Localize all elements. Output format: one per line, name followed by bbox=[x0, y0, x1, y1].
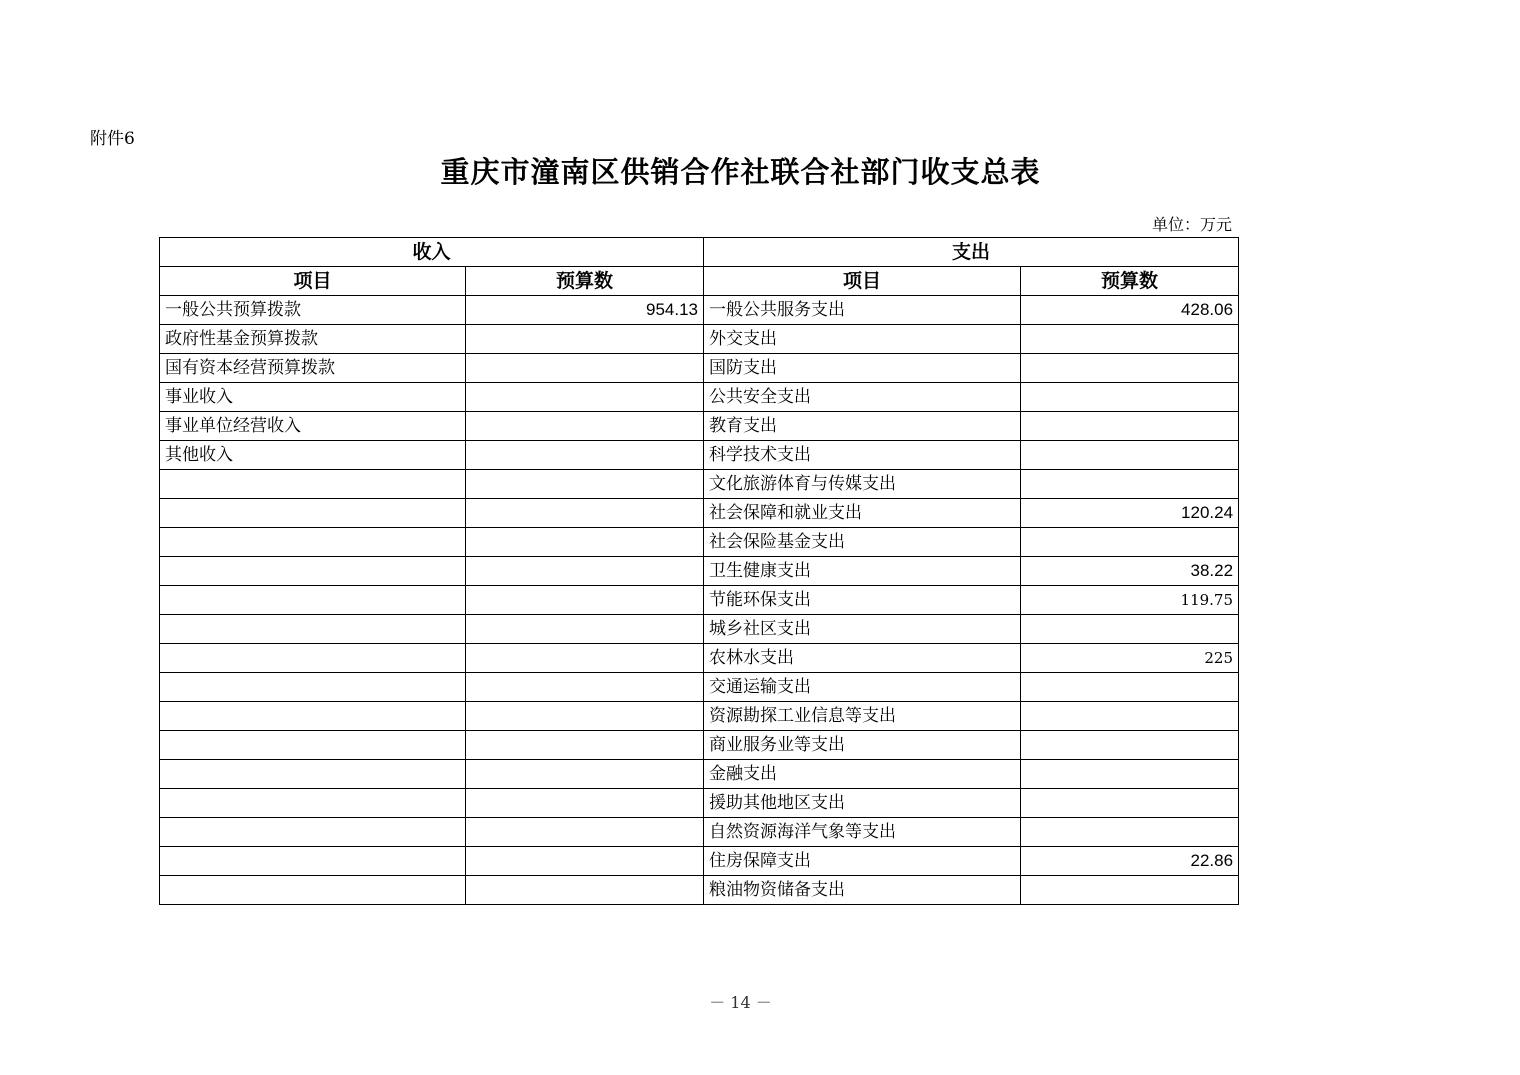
income-value-cell bbox=[466, 325, 704, 354]
expense-item-cell: 金融支出 bbox=[704, 760, 1021, 789]
table-row bbox=[160, 441, 1239, 470]
income-value-cell bbox=[466, 354, 704, 383]
table-row bbox=[160, 876, 1239, 905]
income-value-cell bbox=[466, 383, 704, 412]
table-row bbox=[160, 760, 1239, 789]
income-item-col-header: 项目 bbox=[160, 267, 466, 296]
section-header-row bbox=[160, 238, 1239, 267]
table-row bbox=[160, 412, 1239, 441]
table-row bbox=[160, 354, 1239, 383]
expense-value-cell: 22.86 bbox=[1021, 847, 1239, 876]
income-item-cell bbox=[160, 615, 466, 644]
income-value-cell bbox=[466, 528, 704, 557]
attachment-label: 附件6 bbox=[90, 129, 135, 149]
expense-item-cell: 文化旅游体育与传媒支出 bbox=[704, 470, 1021, 499]
expense-budget-col-header: 预算数 bbox=[1021, 267, 1239, 296]
table-row bbox=[160, 586, 1239, 615]
expense-value-cell bbox=[1021, 441, 1239, 470]
expense-value-cell bbox=[1021, 818, 1239, 847]
table-row bbox=[160, 818, 1239, 847]
income-item-cell bbox=[160, 760, 466, 789]
table-row bbox=[160, 470, 1239, 499]
income-value-cell bbox=[466, 760, 704, 789]
expense-item-cell: 资源勘探工业信息等支出 bbox=[704, 702, 1021, 731]
income-item-cell: 政府性基金预算拨款 bbox=[160, 325, 466, 354]
table-row bbox=[160, 731, 1239, 760]
expense-item-cell: 外交支出 bbox=[704, 325, 1021, 354]
column-header-row bbox=[160, 267, 1239, 296]
expense-item-cell: 交通运输支出 bbox=[704, 673, 1021, 702]
income-item-cell bbox=[160, 818, 466, 847]
income-item-cell: 国有资本经营预算拨款 bbox=[160, 354, 466, 383]
table-row bbox=[160, 528, 1239, 557]
expense-value-cell bbox=[1021, 731, 1239, 760]
income-value-cell bbox=[466, 644, 704, 673]
expense-item-cell: 自然资源海洋气象等支出 bbox=[704, 818, 1021, 847]
income-value-cell bbox=[466, 470, 704, 499]
income-value-cell bbox=[466, 499, 704, 528]
income-budget-col-header: 预算数 bbox=[466, 267, 704, 296]
income-item-cell bbox=[160, 470, 466, 499]
table-body bbox=[160, 296, 1239, 905]
income-item-cell bbox=[160, 731, 466, 760]
page-number: － 14 － bbox=[709, 993, 772, 1012]
income-item-cell bbox=[160, 847, 466, 876]
income-value-cell bbox=[466, 702, 704, 731]
income-item-cell bbox=[160, 876, 466, 905]
income-value-cell bbox=[466, 673, 704, 702]
income-value-cell bbox=[466, 847, 704, 876]
expense-value-cell bbox=[1021, 412, 1239, 441]
income-value-cell bbox=[466, 557, 704, 586]
expense-value-cell: 120.24 bbox=[1021, 499, 1239, 528]
income-item-cell bbox=[160, 586, 466, 615]
income-item-cell bbox=[160, 673, 466, 702]
table-row bbox=[160, 847, 1239, 876]
income-header: 收入 bbox=[160, 238, 704, 267]
income-value-cell bbox=[466, 412, 704, 441]
expense-item-cell: 教育支出 bbox=[704, 412, 1021, 441]
expense-value-cell: 428.06 bbox=[1021, 296, 1239, 325]
expense-item-cell: 住房保障支出 bbox=[704, 847, 1021, 876]
expense-value-cell bbox=[1021, 876, 1239, 905]
table-row bbox=[160, 702, 1239, 731]
table-row bbox=[160, 325, 1239, 354]
unit-label: 单位：万元 bbox=[1151, 215, 1232, 234]
income-item-cell bbox=[160, 557, 466, 586]
income-item-cell bbox=[160, 499, 466, 528]
expense-item-cell: 城乡社区支出 bbox=[704, 615, 1021, 644]
expense-item-cell: 社会保障和就业支出 bbox=[704, 499, 1021, 528]
income-item-cell bbox=[160, 644, 466, 673]
expense-header: 支出 bbox=[704, 238, 1239, 267]
table-row bbox=[160, 615, 1239, 644]
income-item-cell bbox=[160, 789, 466, 818]
expense-item-cell: 卫生健康支出 bbox=[704, 557, 1021, 586]
income-item-cell: 一般公共预算拨款 bbox=[160, 296, 466, 325]
expense-value-cell bbox=[1021, 383, 1239, 412]
expense-value-cell bbox=[1021, 789, 1239, 818]
document-title: 重庆市潼南区供销合作社联合社部门收支总表 bbox=[440, 155, 1041, 189]
expense-item-col-header: 项目 bbox=[704, 267, 1021, 296]
expense-value-cell: 225 bbox=[1021, 644, 1239, 673]
expense-item-cell: 社会保险基金支出 bbox=[704, 528, 1021, 557]
expense-item-cell: 公共安全支出 bbox=[704, 383, 1021, 412]
income-value-cell bbox=[466, 789, 704, 818]
expense-value-cell bbox=[1021, 528, 1239, 557]
expense-item-cell: 节能环保支出 bbox=[704, 586, 1021, 615]
table-row bbox=[160, 557, 1239, 586]
income-item-cell bbox=[160, 702, 466, 731]
income-item-cell: 事业单位经营收入 bbox=[160, 412, 466, 441]
income-item-cell: 事业收入 bbox=[160, 383, 466, 412]
table-row bbox=[160, 673, 1239, 702]
income-value-cell bbox=[466, 818, 704, 847]
expense-item-cell: 援助其他地区支出 bbox=[704, 789, 1021, 818]
budget-table bbox=[159, 237, 1239, 905]
expense-value-cell bbox=[1021, 702, 1239, 731]
expense-value-cell bbox=[1021, 325, 1239, 354]
income-value-cell bbox=[466, 586, 704, 615]
expense-value-cell bbox=[1021, 673, 1239, 702]
income-value-cell bbox=[466, 876, 704, 905]
income-item-cell: 其他收入 bbox=[160, 441, 466, 470]
expense-value-cell bbox=[1021, 760, 1239, 789]
income-value-cell: 954.13 bbox=[466, 296, 704, 325]
expense-item-cell: 粮油物资储备支出 bbox=[704, 876, 1021, 905]
table-row bbox=[160, 499, 1239, 528]
expense-value-cell bbox=[1021, 354, 1239, 383]
income-value-cell bbox=[466, 615, 704, 644]
expense-item-cell: 一般公共服务支出 bbox=[704, 296, 1021, 325]
expense-item-cell: 国防支出 bbox=[704, 354, 1021, 383]
table-row bbox=[160, 644, 1239, 673]
expense-item-cell: 农林水支出 bbox=[704, 644, 1021, 673]
expense-value-cell: 119.75 bbox=[1021, 586, 1239, 615]
table-row bbox=[160, 789, 1239, 818]
table-row bbox=[160, 383, 1239, 412]
income-value-cell bbox=[466, 441, 704, 470]
expense-item-cell: 商业服务业等支出 bbox=[704, 731, 1021, 760]
expense-value-cell: 38.22 bbox=[1021, 557, 1239, 586]
income-item-cell bbox=[160, 528, 466, 557]
table-row bbox=[160, 296, 1239, 325]
expense-value-cell bbox=[1021, 615, 1239, 644]
expense-value-cell bbox=[1021, 470, 1239, 499]
income-value-cell bbox=[466, 731, 704, 760]
expense-item-cell: 科学技术支出 bbox=[704, 441, 1021, 470]
